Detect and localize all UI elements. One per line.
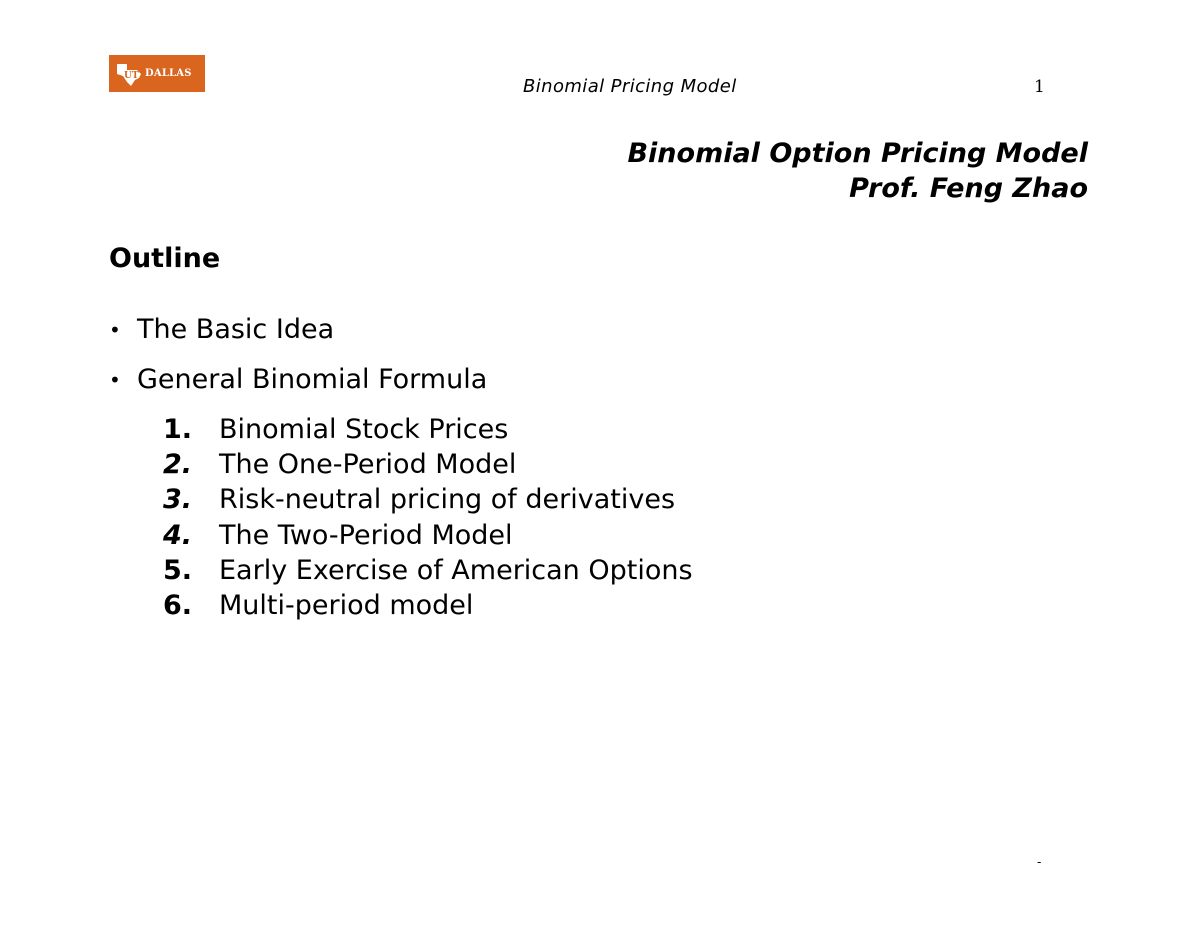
footer-mark: - bbox=[1037, 855, 1042, 869]
title-line-author: Prof. Feng Zhao bbox=[849, 173, 1088, 204]
list-number: 4. bbox=[163, 519, 193, 551]
bullet-text: General Binomial Formula bbox=[137, 364, 488, 395]
bullet-icon: • bbox=[109, 368, 121, 392]
list-item bbox=[163, 482, 693, 517]
list-item bbox=[163, 412, 693, 447]
page-number: 1 bbox=[1034, 77, 1045, 97]
texas-ut-logo-icon bbox=[115, 60, 145, 88]
running-header-title: Binomial Pricing Model bbox=[523, 76, 737, 97]
list-text: The Two-Period Model bbox=[219, 519, 513, 551]
list-number: 5. bbox=[163, 554, 193, 586]
outline-numbered-list bbox=[163, 412, 693, 623]
list-item bbox=[163, 553, 693, 588]
list-text: Binomial Stock Prices bbox=[219, 414, 509, 445]
list-text: Multi-period model bbox=[219, 590, 474, 622]
bullet-icon: • bbox=[109, 318, 121, 342]
ut-dallas-logo bbox=[109, 55, 205, 92]
svg-text:UT: UT bbox=[124, 70, 139, 81]
list-number: 3. bbox=[163, 484, 193, 516]
outline-bullet-list bbox=[109, 311, 487, 411]
list-text: Risk-neutral pricing of derivatives bbox=[219, 484, 676, 516]
list-text: The One-Period Model bbox=[219, 449, 517, 481]
list-item bbox=[163, 588, 693, 623]
list-item bbox=[109, 361, 487, 411]
list-number: 6. bbox=[163, 590, 193, 622]
slide-title bbox=[627, 136, 1088, 206]
list-number: 1. bbox=[163, 414, 193, 445]
list-text: Early Exercise of American Options bbox=[219, 554, 693, 586]
list-item bbox=[109, 311, 487, 361]
title-line-main: Binomial Option Pricing Model bbox=[627, 138, 1088, 169]
list-number: 2. bbox=[163, 449, 193, 481]
bullet-text: The Basic Idea bbox=[137, 314, 335, 345]
list-item bbox=[163, 447, 693, 482]
list-item bbox=[163, 518, 693, 553]
logo-text: DALLAS bbox=[145, 68, 192, 79]
outline-heading: Outline bbox=[109, 243, 221, 274]
